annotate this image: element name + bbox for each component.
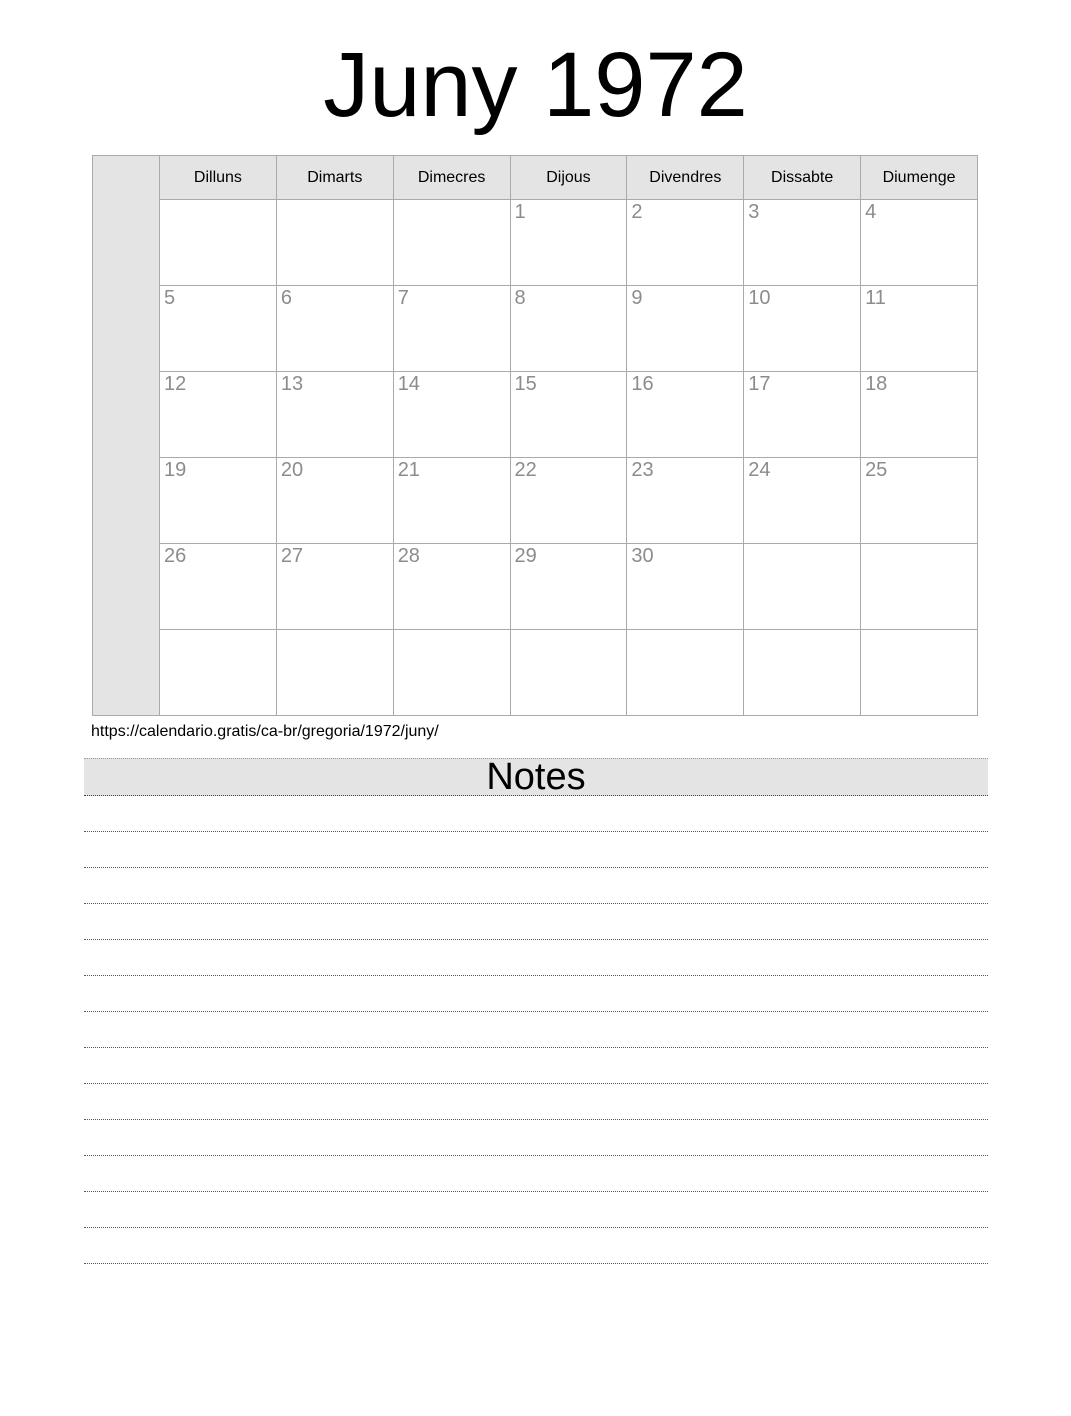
calendar-week-row bbox=[93, 286, 978, 372]
calendar-day-cell: 30 bbox=[627, 544, 744, 630]
weekday-header-dijous: Dijous bbox=[510, 156, 627, 200]
calendar-day-cell: 22 bbox=[510, 458, 627, 544]
calendar-week-row bbox=[93, 200, 978, 286]
note-line bbox=[84, 1084, 988, 1120]
calendar-day-cell: 21 bbox=[393, 458, 510, 544]
calendar-week-row bbox=[93, 372, 978, 458]
week-spacer-column bbox=[93, 156, 160, 716]
weekday-header-dilluns: Dilluns bbox=[160, 156, 277, 200]
calendar-empty-cell bbox=[861, 630, 978, 716]
weekday-header-row bbox=[93, 156, 978, 200]
calendar-day-cell: 29 bbox=[510, 544, 627, 630]
note-line bbox=[84, 904, 988, 940]
weekday-header-dimarts: Dimarts bbox=[276, 156, 393, 200]
calendar-day-cell: 19 bbox=[160, 458, 277, 544]
calendar-day-cell: 20 bbox=[276, 458, 393, 544]
calendar-day-cell: 14 bbox=[393, 372, 510, 458]
calendar-empty-cell bbox=[861, 544, 978, 630]
calendar-day-cell: 7 bbox=[393, 286, 510, 372]
calendar-empty-cell bbox=[744, 544, 861, 630]
weekday-header-diumenge: Diumenge bbox=[861, 156, 978, 200]
note-line bbox=[84, 1156, 988, 1192]
calendar-week-row bbox=[93, 458, 978, 544]
note-line bbox=[84, 796, 988, 832]
note-line bbox=[84, 1012, 988, 1048]
calendar-empty-cell bbox=[160, 630, 277, 716]
calendar-empty-cell bbox=[393, 200, 510, 286]
calendar-day-cell: 5 bbox=[160, 286, 277, 372]
calendar-day-cell: 9 bbox=[627, 286, 744, 372]
source-url: https://calendario.gratis/ca-br/gregoria/1972/juny/ bbox=[91, 723, 439, 741]
note-line bbox=[84, 1048, 988, 1084]
note-line bbox=[84, 976, 988, 1012]
calendar-table bbox=[92, 155, 978, 716]
calendar-day-cell: 2 bbox=[627, 200, 744, 286]
page-title: Juny 1972 bbox=[323, 34, 748, 136]
note-line bbox=[84, 1192, 988, 1228]
calendar-week-row bbox=[93, 630, 978, 716]
notes-heading: Notes bbox=[84, 758, 988, 796]
calendar-empty-cell bbox=[160, 200, 277, 286]
calendar-day-cell: 18 bbox=[861, 372, 978, 458]
calendar-day-cell: 24 bbox=[744, 458, 861, 544]
calendar-day-cell: 12 bbox=[160, 372, 277, 458]
calendar-day-cell: 11 bbox=[861, 286, 978, 372]
calendar-empty-cell bbox=[744, 630, 861, 716]
calendar-day-cell: 6 bbox=[276, 286, 393, 372]
calendar-day-cell: 23 bbox=[627, 458, 744, 544]
calendar-day-cell: 13 bbox=[276, 372, 393, 458]
calendar-empty-cell bbox=[276, 630, 393, 716]
calendar-empty-cell bbox=[393, 630, 510, 716]
weekday-header-dissabte: Dissabte bbox=[744, 156, 861, 200]
note-line bbox=[84, 1120, 988, 1156]
calendar-empty-cell bbox=[510, 630, 627, 716]
calendar-day-cell: 10 bbox=[744, 286, 861, 372]
calendar-day-cell: 1 bbox=[510, 200, 627, 286]
note-line bbox=[84, 1228, 988, 1264]
calendar-empty-cell bbox=[627, 630, 744, 716]
calendar-week-row bbox=[93, 544, 978, 630]
weekday-header-dimecres: Dimecres bbox=[393, 156, 510, 200]
calendar-day-cell: 17 bbox=[744, 372, 861, 458]
calendar-day-cell: 3 bbox=[744, 200, 861, 286]
calendar-day-cell: 27 bbox=[276, 544, 393, 630]
weekday-header-divendres: Divendres bbox=[627, 156, 744, 200]
note-line bbox=[84, 868, 988, 904]
calendar-body bbox=[93, 156, 978, 716]
calendar-day-cell: 15 bbox=[510, 372, 627, 458]
calendar-day-cell: 8 bbox=[510, 286, 627, 372]
calendar-day-cell: 4 bbox=[861, 200, 978, 286]
calendar-day-cell: 16 bbox=[627, 372, 744, 458]
note-line bbox=[84, 940, 988, 976]
calendar-day-cell: 26 bbox=[160, 544, 277, 630]
calendar-day-cell: 28 bbox=[393, 544, 510, 630]
note-line bbox=[84, 832, 988, 868]
calendar-day-cell: 25 bbox=[861, 458, 978, 544]
notes-lines bbox=[84, 796, 988, 1264]
calendar-empty-cell bbox=[276, 200, 393, 286]
